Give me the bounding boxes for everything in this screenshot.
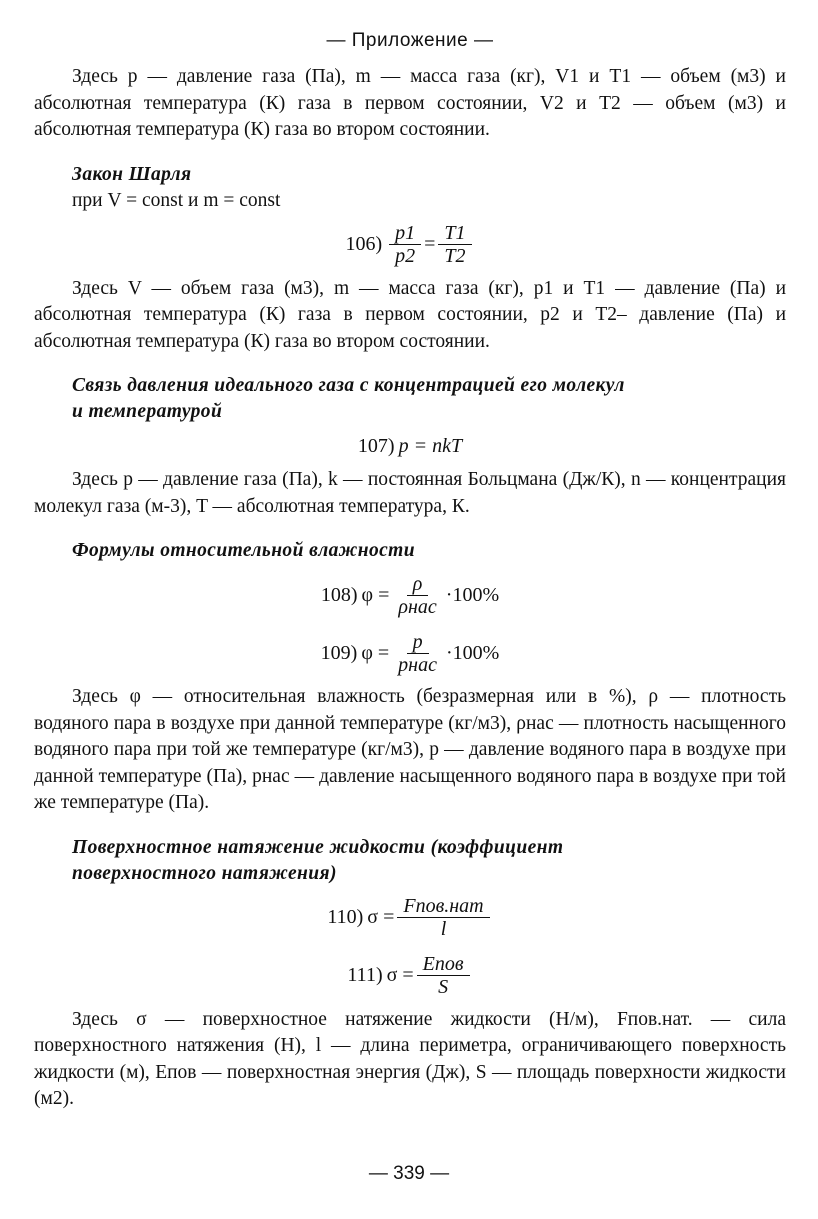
fraction-left: $\frac{p1}{p2}$ xyxy=(389,222,421,267)
ideal-gas-explanation: Здесь p — давление газа (Па), k — постоянная Больцмана (Дж/К), n — концентрация молекул газа (м-3), T — абсолютная температура, К. xyxy=(34,469,786,517)
formula-expression: p = nkT xyxy=(398,434,463,457)
formula-110: 110) σ = $\frac{\text{Fпов.нат}}{l}$ xyxy=(34,891,786,945)
formula-number: 109) xyxy=(320,641,358,664)
formula-107 xyxy=(34,429,786,463)
formula-number: 107) xyxy=(357,434,395,457)
intro-paragraph: Здесь p — давление газа (Па), m — масса газа (кг), V1 и T1 — объем (м3) и абсолютная температура (К) газа в первом состоянии, V2 и T2 — объем (м3) и абсолютная температура (К) газа во втором состоянии. xyxy=(34,66,786,140)
page-number: — 339 — xyxy=(368,1163,450,1184)
fraction: $\frac{\rho}{\text{ρнас}}$ xyxy=(398,572,437,618)
formula-number: 110) xyxy=(327,906,364,928)
formula-109: 109) φ = $\frac{p}{\text{pнас}}$ ·100% xyxy=(320,630,500,676)
fraction: $\frac{\text{Eпов}}{S}$ xyxy=(417,953,470,998)
running-header: — Приложение — xyxy=(326,30,494,51)
formula-108: 108) φ = $\frac{\rho}{\text{ρнас}}$ ·100% xyxy=(320,572,500,618)
fraction: $\frac{p}{\text{pнас}}$ xyxy=(398,630,437,676)
section-title-humidity: Формулы относительной влажности xyxy=(72,540,415,561)
formula-106: 106) $\frac{p1}{p2}$ = $\frac{T1}{T2}$ xyxy=(34,218,786,272)
formula-number: 111) xyxy=(347,964,383,986)
formula-number: 108) xyxy=(320,583,358,606)
formula-number: 106) xyxy=(345,233,383,255)
humidity-explanation: Здесь φ — относительная влажность (безразмерная или в %), ρ — плотность водяного пара в воздухе при данной температуре (кг/м3), ρнас — плотность насыщенного водяного пара при той же температуре (кг/м3), p — давление водяного пара в воздухе при данной температуре (Па), pнас — давление насыщенного водяного пара в воздухе при той же температуре (Па). xyxy=(34,686,786,813)
page xyxy=(34,30,786,1113)
section-title-charles: Закон Шарля xyxy=(72,163,192,185)
section-title-surface-tension: Поверхностное натяжение жидкости (коэффициент поверхностного натяжения) xyxy=(72,836,564,884)
formula-111: 111) σ = $\frac{\text{Eпов}}{S}$ xyxy=(34,949,786,1003)
charles-explanation: Здесь V — объем газа (м3), m — масса газа (кг), p1 и T1 — давление (Па) и абсолютная температура (К) газа в первом состоянии, p2 и T2– давление (Па) и абсолютная температура (К) газа во втором состоянии. xyxy=(34,277,786,352)
section-title-ideal-gas: Связь давления идеального газа с концентрацией его молекул и температурой xyxy=(72,375,625,422)
charles-condition: при V = const и m = const xyxy=(72,189,281,211)
surface-tension-explanation: Здесь σ — поверхностное натяжение жидкости (Н/м), Fпов.нат. — сила поверхностного натяжения (Н), l — длина периметра, ограничивающего поверхность жидкости (м), Eпов — поверхностная энергия (Дж), S — площадь поверхности жидкости (м2). xyxy=(34,1008,786,1109)
fraction-right: $\frac{T1}{T2}$ xyxy=(438,222,471,267)
fraction: $\frac{\text{Fпов.нат}}{l}$ xyxy=(397,895,489,940)
